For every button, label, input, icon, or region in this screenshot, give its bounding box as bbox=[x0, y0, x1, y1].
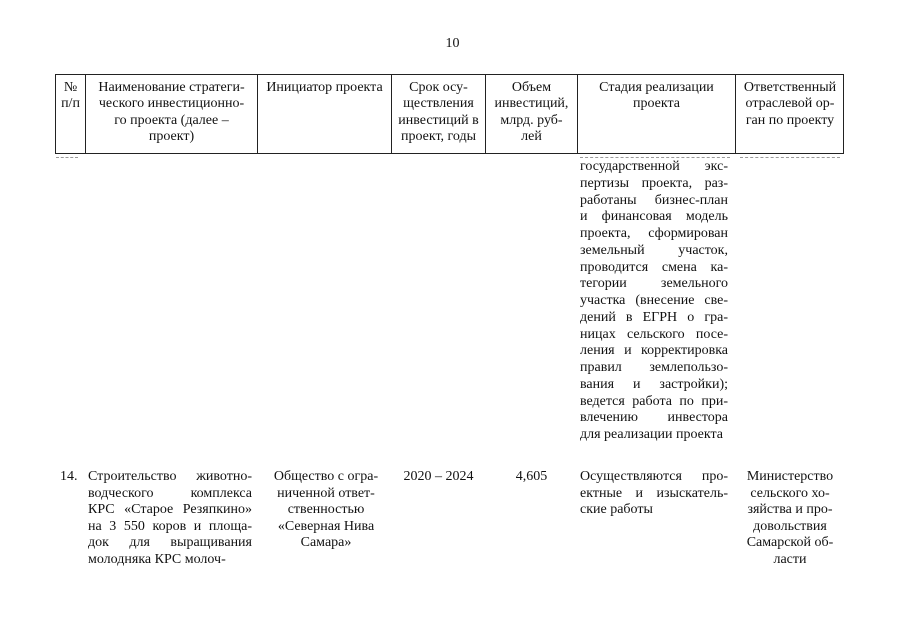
text-line: Самара» bbox=[300, 535, 352, 551]
row14-number: 14. bbox=[60, 469, 78, 484]
text-line: влечению инвестора bbox=[580, 410, 728, 426]
text-line: Наименование стратеги- bbox=[98, 80, 245, 95]
text-line: вания и застройки); bbox=[580, 376, 728, 392]
text-line: проект) bbox=[148, 129, 195, 145]
row14-term: 2020 – 2024 bbox=[403, 469, 474, 484]
text-line: дений в ЕГРН о гра- bbox=[580, 309, 728, 325]
header-responsible bbox=[736, 80, 844, 129]
text-line: № bbox=[63, 80, 78, 95]
text-line: док для выращивания bbox=[88, 535, 252, 551]
text-line: Стадия реализации bbox=[599, 80, 714, 95]
header-project-name bbox=[86, 80, 257, 146]
text-line: Объем bbox=[511, 80, 552, 95]
text-line: ектные и изыскатель- bbox=[580, 485, 728, 501]
text-line: Ответственный bbox=[743, 80, 837, 95]
text-line: ческого инвестиционно- bbox=[98, 96, 245, 112]
text-line: Общество с огра- bbox=[273, 469, 379, 484]
text-line: Осуществляются про- bbox=[580, 469, 728, 484]
table-rule bbox=[740, 157, 840, 159]
header-num bbox=[55, 80, 86, 113]
table-rule bbox=[56, 157, 78, 159]
text-line: ские работы bbox=[580, 502, 653, 518]
text-line: проект, годы bbox=[400, 129, 477, 145]
text-line: ган по проекту bbox=[745, 112, 835, 128]
text-line: Инициатор проекта bbox=[266, 80, 383, 95]
text-line: на 3 550 коров и площа- bbox=[88, 518, 252, 534]
text-line: для реализации проекта bbox=[580, 427, 723, 442]
text-line: довольствия bbox=[753, 518, 827, 534]
text-line: «Северная Нива bbox=[277, 518, 375, 534]
text-line: тегории земельного bbox=[580, 276, 728, 292]
row14-stage bbox=[580, 469, 728, 519]
text-line: проекта, сформирован bbox=[580, 226, 728, 241]
text-line: и финансовая модель bbox=[580, 209, 728, 225]
text-line: ществления bbox=[403, 96, 474, 112]
text-line: ласти bbox=[773, 551, 807, 567]
text-line: ниченной ответ- bbox=[277, 485, 375, 501]
row14-project-name bbox=[88, 469, 252, 569]
text-line: КРС «Старое Резяпкино» bbox=[88, 502, 252, 518]
text-line: го проекта (далее – bbox=[114, 112, 229, 128]
row14-initiator bbox=[262, 469, 390, 552]
text-line: отраслевой ор- bbox=[745, 96, 835, 112]
header-initiator bbox=[258, 80, 391, 96]
text-line: ведется работа по при- bbox=[580, 393, 728, 409]
header-volume bbox=[486, 80, 577, 146]
text-line: ственностью bbox=[287, 502, 365, 518]
text-line: пертизы проекта, раз- bbox=[580, 175, 728, 191]
text-line: Министерство bbox=[746, 469, 834, 484]
text-line: инвестиций, bbox=[494, 96, 569, 112]
text-line: зяйства и про- bbox=[747, 502, 833, 518]
text-line: государственной экс- bbox=[580, 159, 728, 174]
text-line: водческого комплекса bbox=[88, 485, 252, 501]
header-term bbox=[392, 80, 485, 146]
text-line: Срок осу- bbox=[409, 80, 468, 95]
row14-volume: 4,605 bbox=[515, 469, 548, 484]
text-line: проводится смена ка- bbox=[580, 259, 728, 275]
text-line: проекта bbox=[633, 96, 680, 112]
text-line: млрд. руб- bbox=[500, 112, 563, 128]
text-line: земельный участок, bbox=[580, 242, 728, 258]
text-line: сельского хо- bbox=[750, 485, 830, 501]
text-line: Самарской об- bbox=[746, 535, 834, 551]
text-line: лей bbox=[521, 129, 542, 145]
text-line: молодняка КРС молоч- bbox=[88, 551, 226, 567]
text-line: инвестиций в bbox=[398, 112, 479, 128]
text-line: участка (внесение све- bbox=[580, 293, 728, 308]
text-line: работаны бизнес-план bbox=[580, 192, 728, 208]
text-line: ления и корректировка bbox=[580, 343, 728, 359]
text-line: ницах сельского посе- bbox=[580, 326, 728, 342]
text-line: Строительство животно- bbox=[88, 469, 252, 484]
text-line: правил землепользо- bbox=[580, 360, 728, 375]
row14-responsible bbox=[736, 469, 844, 569]
stage-continuation-text bbox=[580, 159, 728, 444]
page-number: 10 bbox=[445, 36, 460, 51]
text-line: п/п bbox=[61, 96, 80, 112]
header-stage bbox=[578, 80, 735, 113]
